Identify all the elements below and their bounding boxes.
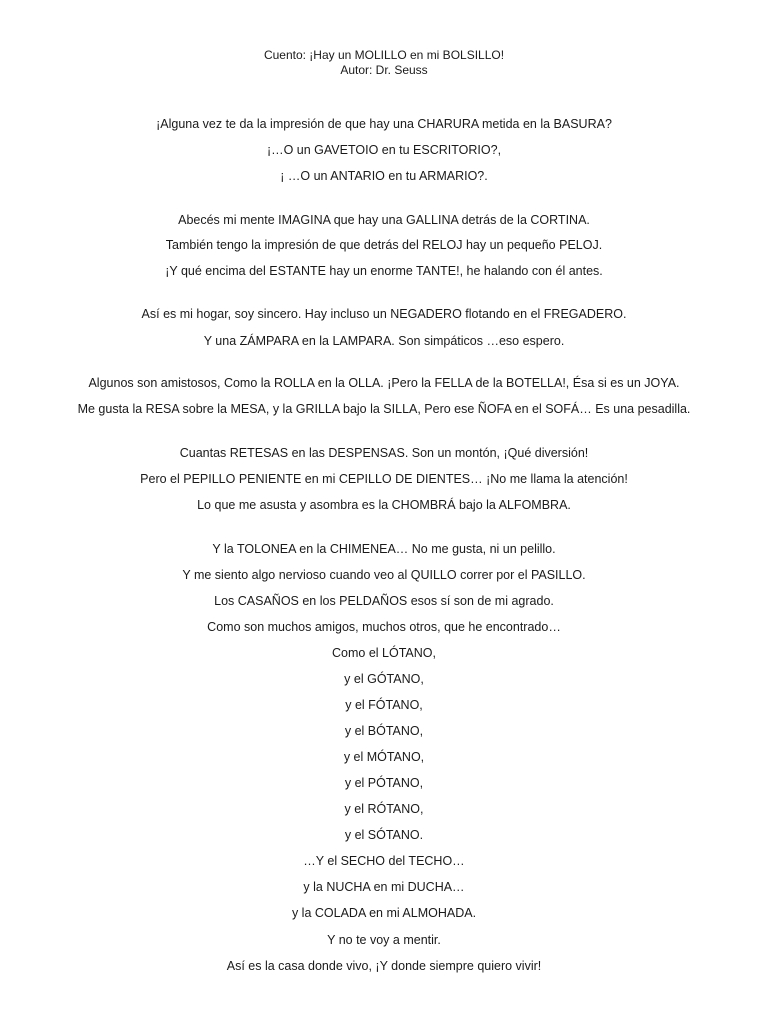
poem-line: y la COLADA en mi ALMOHADA. bbox=[291, 906, 477, 920]
poem-line: ¡…O un GAVETOIO en tu ESCRITORIO?, bbox=[266, 143, 502, 157]
poem-line: Lo que me asusta y asombra es la CHOMBRÁ bajo la ALFOMBRA. bbox=[197, 498, 571, 512]
poem-line: Pero el PEPILLO PENIENTE en mi CEPILLO DE DIENTES… ¡No me llama la atención! bbox=[140, 472, 628, 486]
story-title: Cuento: ¡Hay un MOLILLO en mi BOLSILLO! bbox=[263, 48, 505, 62]
poem-line: y el FÓTANO, bbox=[345, 698, 423, 712]
story-author: Autor: Dr. Seuss bbox=[340, 63, 428, 77]
poem-line: Me gusta la RESA sobre la MESA, y la GRILLA bajo la SILLA, Pero ese ÑOFA en el SOFÁ… Es una pesadilla. bbox=[77, 402, 691, 416]
document-header bbox=[0, 48, 768, 78]
poem-line: Y me siento algo nervioso cuando veo al QUILLO correr por el PASILLO. bbox=[182, 568, 586, 582]
poem-line: y la NUCHA en mi DUCHA… bbox=[303, 880, 465, 894]
poem-line: y el RÓTANO, bbox=[344, 802, 424, 816]
poem-line: y el PÓTANO, bbox=[344, 776, 424, 790]
poem-line: Los CASAÑOS en los PELDAÑOS esos sí son de mi agrado. bbox=[214, 594, 554, 608]
poem-line: ¡ …O un ANTARIO en tu ARMARIO?. bbox=[280, 169, 488, 183]
poem-line: …Y el SECHO del TECHO… bbox=[303, 854, 465, 868]
poem-line: ¡Y qué encima del ESTANTE hay un enorme TANTE!, he halando con él antes. bbox=[165, 264, 603, 278]
poem-line: ¡Alguna vez te da la impresión de que hay una CHARURA metida en la BASURA? bbox=[156, 117, 612, 131]
poem-line: Abecés mi mente IMAGINA que hay una GALLINA detrás de la CORTINA. bbox=[178, 213, 590, 227]
poem-line: y el BÓTANO, bbox=[344, 724, 424, 738]
poem-line: Como son muchos amigos, muchos otros, que he encontrado… bbox=[207, 620, 561, 634]
poem-line: Y la TOLONEA en la CHIMENEA… No me gusta, ni un pelillo. bbox=[212, 542, 556, 556]
poem-line: y el GÓTANO, bbox=[344, 672, 424, 686]
poem-line: Así es la casa donde vivo, ¡Y donde siempre quiero vivir! bbox=[226, 959, 542, 973]
poem-line: Y no te voy a mentir. bbox=[327, 933, 441, 947]
poem-line: y el MÓTANO, bbox=[343, 750, 425, 764]
poem-line: Así es mi hogar, soy sincero. Hay incluso un NEGADERO flotando en el FREGADERO. bbox=[141, 307, 627, 321]
poem-line: Algunos son amistosos, Como la ROLLA en la OLLA. ¡Pero la FELLA de la BOTELLA!, Ésa si es un JOYA. bbox=[88, 376, 680, 390]
poem-line: Cuantas RETESAS en las DESPENSAS. Son un montón, ¡Qué diversión! bbox=[179, 446, 589, 460]
poem-line: y el SÓTANO. bbox=[344, 828, 424, 842]
poem-line: Y una ZÁMPARA en la LAMPARA. Son simpáticos …eso espero. bbox=[203, 334, 565, 348]
poem-line: Como el LÓTANO, bbox=[332, 646, 436, 660]
poem-line: También tengo la impresión de que detrás del RELOJ hay un pequeño PELOJ. bbox=[165, 238, 603, 252]
